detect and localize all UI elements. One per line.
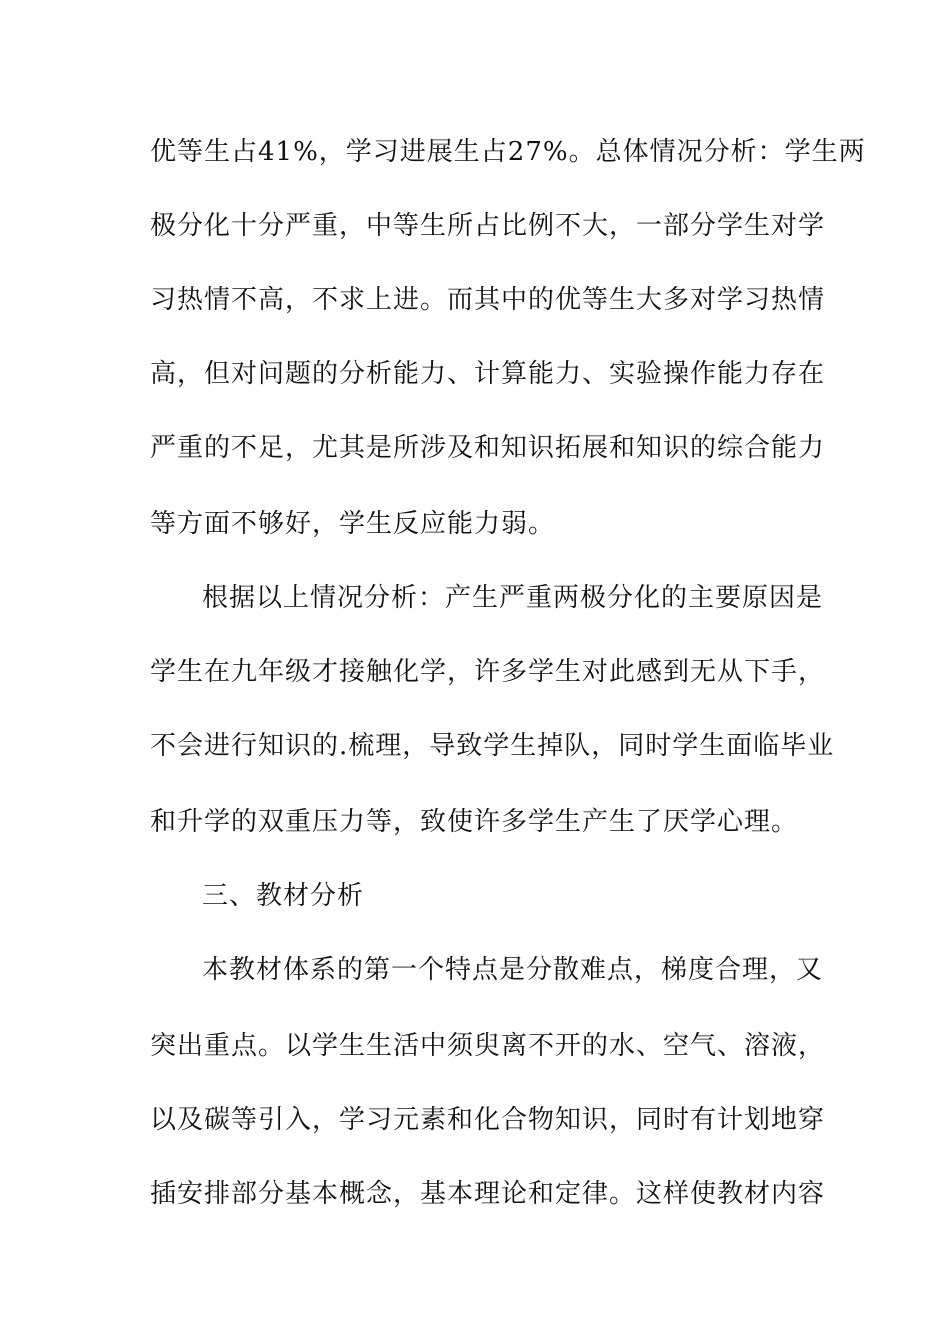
text-line: 和升学的双重压力等，致使许多学生产生了厌学心理。 <box>150 807 799 837</box>
text-line: 以及碳等引入，学习元素和化合物知识，同时有计划地穿 <box>150 1105 826 1135</box>
section-heading: 三、教材分析 <box>202 881 365 911</box>
paragraph-first-line: 根据以上情况分析：产生严重两极分化的主要原因是 <box>202 583 824 613</box>
text-line: 高，但对问题的分析能力、计算能力、实验操作能力存在 <box>150 359 826 389</box>
text-line: 学生在九年级才接触化学，许多学生对此感到无从下手， <box>150 657 826 687</box>
text-line: 不会进行知识的.梳理，导致学生掉队，同时学生面临毕业 <box>150 731 835 761</box>
text-line: 极分化十分严重，中等生所占比例不大，一部分学生对学 <box>150 211 826 241</box>
text-line: 插安排部分基本概念，基本理论和定律。这样使教材内容 <box>150 1179 826 1209</box>
text-line: 优等生占41%，学习进展生占27%。总体情况分析：学生两 <box>150 137 866 167</box>
paragraph-first-line: 本教材体系的第一个特点是分散难点，梯度合理，又 <box>202 955 824 985</box>
text-line: 严重的不足，尤其是所涉及和知识拓展和知识的综合能力 <box>150 433 826 463</box>
text-line: 习热情不高，不求上进。而其中的优等生大多对学习热情 <box>150 285 826 315</box>
text-line: 等方面不够好，学生反应能力弱。 <box>150 509 556 539</box>
text-line: 突出重点。以学生生活中须臾离不开的水、空气、溶液， <box>150 1031 826 1061</box>
